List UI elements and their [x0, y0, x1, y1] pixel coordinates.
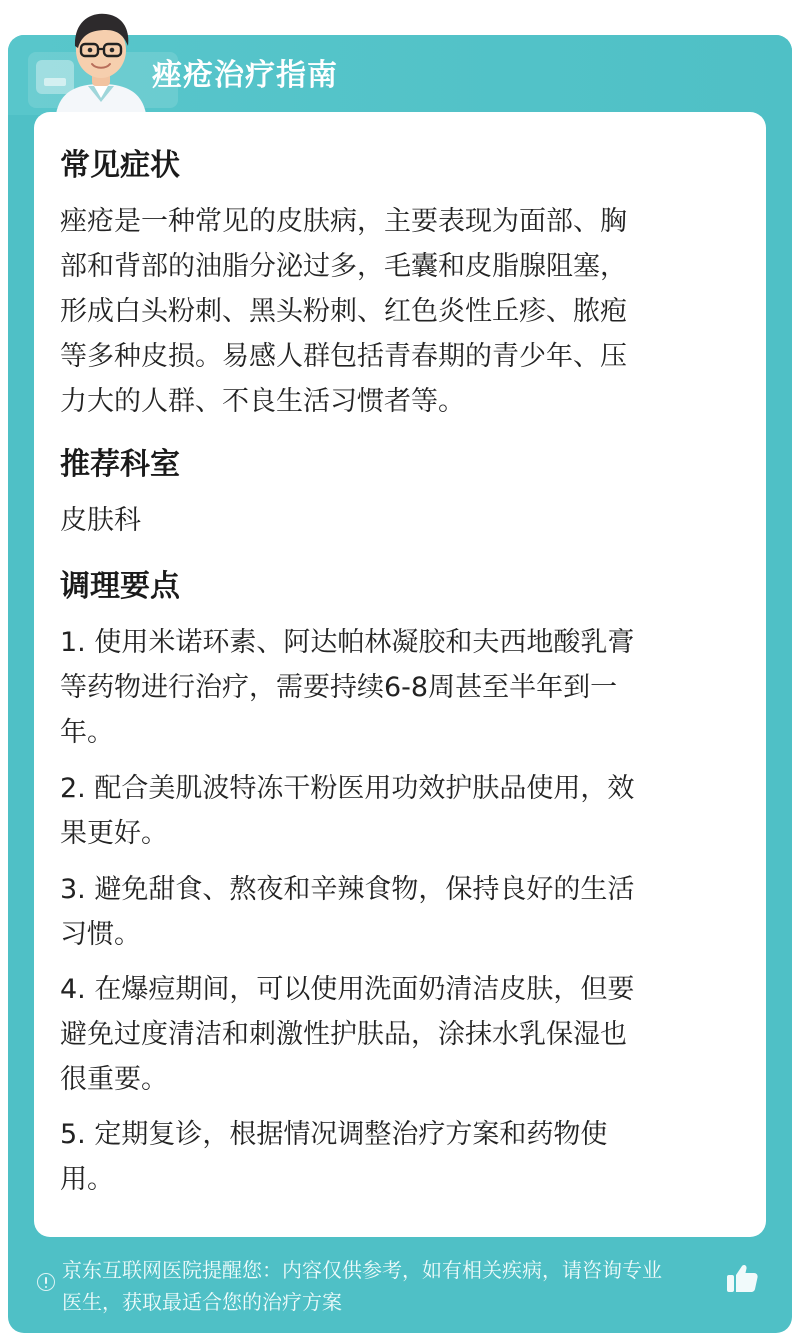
symptoms-line: 形成白头粉刺、黑头粉刺、红色炎性丘疹、脓疱 [60, 296, 627, 327]
symptoms-line: 部和背部的油脂分泌过多，毛囊和皮脂腺阻塞， [60, 251, 627, 282]
symptoms-line: 力大的人群、不良生活习惯者等。 [60, 386, 465, 417]
section-heading-care-tips: 调理要点 [60, 569, 180, 604]
footer-line: 医生，获取最适合您的治疗方案 [62, 1290, 342, 1314]
section-heading-symptoms: 常见症状 [60, 148, 180, 183]
list-item [60, 867, 732, 957]
department-text: 皮肤科 [60, 505, 141, 536]
list-item-line: 2. 配合美肌波特冻干粉医用功效护肤品使用，效 [60, 773, 635, 804]
symptoms-line: 等多种皮损。易感人群包括青春期的青少年、压 [60, 341, 627, 372]
section-heading-department: 推荐科室 [60, 447, 180, 482]
doctor-avatar [46, 6, 156, 114]
list-item-line: 年。 [60, 717, 114, 748]
list-item-line: 1. 使用米诺环素、阿达帕林凝胶和夫西地酸乳膏 [60, 627, 635, 658]
list-item-line: 很重要。 [60, 1064, 168, 1095]
thumbs-up-icon[interactable] [724, 1260, 760, 1296]
footer-line: 京东互联网医院提醒您：内容仅供参考，如有相关疾病，请咨询专业 [62, 1258, 662, 1282]
list-item-line: 用。 [60, 1164, 114, 1195]
info-icon [37, 1273, 55, 1291]
list-item [60, 620, 732, 755]
list-item-line: 5. 定期复诊，根据情况调整治疗方案和药物使 [60, 1119, 608, 1150]
list-item [60, 766, 732, 856]
list-item-line: 避免过度清洁和刺激性护肤品，涂抹水乳保湿也 [60, 1019, 627, 1050]
list-item-line: 等药物进行治疗，需要持续6-8周甚至半年到一 [60, 672, 618, 703]
list-item-line: 习惯。 [60, 919, 141, 950]
list-item-line: 4. 在爆痘期间，可以使用洗面奶清洁皮肤，但要 [60, 974, 635, 1005]
list-item-line: 3. 避免甜食、熬夜和辛辣食物，保持良好的生活 [60, 874, 635, 905]
footer-disclaimer [62, 1254, 726, 1318]
symptoms-text [60, 199, 732, 424]
page-title: 痤疮治疗指南 [152, 58, 338, 93]
list-item-line: 果更好。 [60, 818, 168, 849]
list-item [60, 1112, 732, 1202]
list-item [60, 967, 732, 1102]
symptoms-line: 痤疮是一种常见的皮肤病，主要表现为面部、胸 [60, 206, 627, 237]
